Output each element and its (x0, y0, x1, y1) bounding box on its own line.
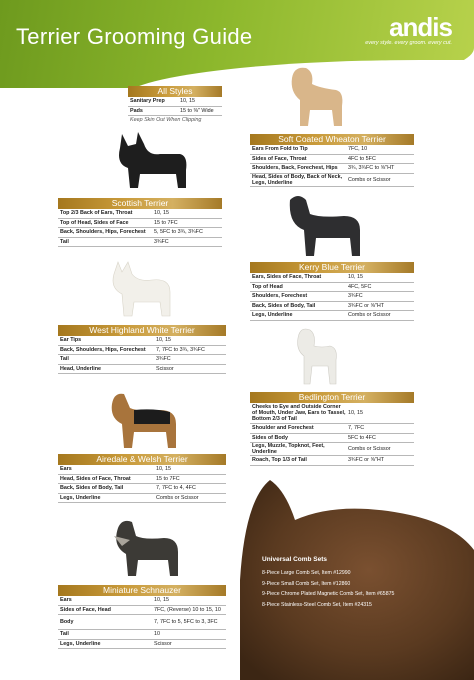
row-part: Sanitary Prep (130, 98, 165, 105)
section-title: Airedale & Welsh Terrier (58, 454, 226, 465)
row-part: Body (60, 619, 74, 625)
section-kerry (250, 262, 414, 321)
row-part: Head, Sides of Face, Throat (60, 475, 131, 482)
row-part: Ears, Sides of Face, Throat (252, 274, 322, 281)
section-title: Soft Coated Wheaton Terrier (250, 134, 414, 145)
row-part: Back, Shoulders, Hips, Forechest (60, 346, 146, 353)
row-part: Tail (60, 238, 69, 245)
dog-schnauzer-icon (108, 514, 188, 582)
comb-sets (262, 556, 394, 610)
list-item: 9-Piece Chrome Plated Magnetic Comb Set, Item #65875 (262, 591, 395, 597)
section-title: West Highland White Terrier (58, 325, 226, 336)
table-row (58, 606, 226, 616)
table-row (58, 640, 226, 650)
row-value: Scissor (154, 640, 172, 647)
row-value: 3¾FC (348, 293, 363, 300)
row-value: 7, 7FC to 5, 5FC to 3, 3FC (154, 619, 218, 625)
table-row (58, 615, 226, 630)
row-value: 10, 15 (348, 410, 363, 416)
row-value: Combs or Scissor (348, 446, 391, 452)
dog-airedale-icon (104, 386, 186, 452)
row-part: Shoulders, Back, Forechest, Hips (252, 165, 338, 172)
dog-westie-icon (108, 258, 180, 320)
table-row (58, 209, 222, 219)
list-item: 8-Piece Stainless-Steel Comb Set, Item #24315 (262, 601, 372, 608)
section-title: Scottish Terrier (58, 198, 222, 209)
table-row (250, 456, 414, 466)
row-value: 7, 7FC (348, 425, 365, 432)
row-part: Head, Underline (60, 365, 102, 372)
section-bedlington (250, 392, 414, 466)
row-value: 15 to 7FC (156, 475, 180, 482)
row-part: Top 2/3 Back of Ears, Throat (60, 210, 133, 217)
row-value: 15 to ⅜" Wide (180, 107, 214, 114)
table-row (58, 484, 226, 494)
brand-logo (365, 12, 452, 46)
table-row (128, 107, 222, 117)
row-part: Top of Head (252, 283, 283, 290)
row-value: Combs or Scissor (348, 176, 391, 183)
section-wheaton (250, 134, 414, 187)
row-value: 10, 15 (180, 98, 195, 105)
table-row (58, 238, 222, 248)
row-value: 3¾FC or ⅝"HT (348, 302, 385, 309)
row-value: 7FC, 10 (348, 146, 368, 153)
section-title: Miniature Schnauzer (58, 585, 226, 596)
dog-kerry-icon (280, 190, 370, 260)
dog-scottish-icon (112, 128, 192, 194)
note-text: Keep Skin Out When Clipping (130, 117, 202, 123)
row-value: 3¾FC (154, 238, 169, 245)
table-row (250, 174, 414, 187)
row-part: Ears From Fold to Tip (252, 146, 308, 153)
row-part: Legs, Underline (60, 640, 101, 647)
row-part: Cheeks to Eye and Outside Corner of Mouth, Under Jaw, Ears to Tassel, Bottom 2/3 of Tail (252, 404, 346, 422)
table-row (250, 292, 414, 302)
section-title: All Styles (128, 86, 222, 97)
row-value: 10, 15 (348, 274, 363, 281)
table-row (250, 302, 414, 312)
table-row (250, 273, 414, 283)
table-row (58, 465, 226, 475)
row-part: Legs, Underline (60, 494, 101, 501)
table-row (58, 596, 226, 606)
row-value: 3¾FC or ⅝"HT (348, 457, 385, 464)
row-value: 10, 15 (156, 337, 171, 344)
row-part: Top of Head, Sides of Face (60, 219, 129, 226)
table-row (250, 403, 414, 424)
row-part: Head, Sides of Body, Back of Neck, Legs, Underline (252, 173, 343, 186)
brand-tagline: every style. every groom. every cut. (365, 40, 452, 46)
row-value: Combs or Scissor (156, 494, 199, 501)
row-value: 5, 5FC to 3¾, 3¾FC (154, 229, 203, 236)
row-value: 7, 7FC to 4, 4FC (156, 485, 196, 492)
row-part: Ear Tips (60, 337, 82, 344)
row-value: 5FC to 4FC (348, 434, 376, 441)
table-row (58, 475, 226, 485)
section-schnauzer (58, 585, 226, 649)
table-row (128, 97, 222, 107)
row-part: Tail (60, 356, 69, 363)
row-part: Shoulder and Forechest (252, 425, 314, 432)
table-row (250, 443, 414, 456)
row-value: 15 to 7FC (154, 219, 178, 226)
section-scottish (58, 198, 222, 247)
table-row (250, 155, 414, 165)
table-row (58, 365, 226, 375)
row-value: 3¾FC (156, 356, 171, 363)
table-row (250, 311, 414, 321)
table-row (250, 424, 414, 434)
row-value: 10, 15 (154, 597, 169, 604)
row-value: Scissor (156, 365, 174, 372)
row-part: Sides of Face, Throat (252, 155, 307, 162)
row-part: Shoulders, Forechest (252, 293, 308, 300)
brand-name: andis (389, 12, 452, 42)
row-part: Tail (60, 631, 69, 638)
row-part: Ears (60, 466, 72, 473)
section-title: Bedlington Terrier (250, 392, 414, 403)
row-part: Sides of Face, Head (60, 606, 111, 613)
row-part: Back, Sides of Body, Tail (252, 302, 316, 309)
list-item: 8-Piece Large Comb Set, Item #12990 (262, 570, 351, 576)
section-westie (58, 325, 226, 374)
table-row (250, 145, 414, 155)
table-row (250, 164, 414, 174)
page-title: Terrier Grooming Guide (16, 24, 253, 49)
section-airedale (58, 454, 226, 503)
row-value: Combs or Scissor (348, 312, 391, 319)
row-part: Legs, Underline (252, 312, 293, 319)
section-all-styles (128, 86, 222, 125)
row-part: Back, Sides of Body, Tail (60, 485, 124, 492)
dog-bedlington-icon (294, 324, 342, 388)
row-value: 7, 7FC to 3¾, 3¾FC (156, 346, 205, 353)
row-value: 4FC, 5FC (348, 283, 372, 290)
list-item: 9-Piece Small Comb Set, Item #12860 (262, 580, 351, 587)
section-title: Kerry Blue Terrier (250, 262, 414, 273)
row-part: Ears (60, 597, 72, 604)
dog-wheaton-icon (284, 60, 350, 130)
row-value: 4FC to 5FC (348, 155, 376, 162)
row-part: Sides of Body (252, 434, 288, 441)
row-value: 10, 15 (156, 466, 171, 473)
row-part: Back, Shoulders, Hips, Forechest (60, 229, 146, 236)
row-part: Roach, Top 1/3 of Tail (252, 457, 307, 464)
comb-sets-title: Universal Comb Sets (262, 556, 328, 563)
row-value: 7FC, (Reverse) 10 to 15, 10 (154, 606, 221, 613)
table-row (58, 630, 226, 640)
row-value: 10, 15 (154, 210, 169, 217)
table-row (58, 336, 226, 346)
table-row (58, 219, 222, 229)
table-row (58, 355, 226, 365)
table-row (58, 346, 226, 356)
row-part: Pads (130, 107, 143, 114)
row-value: 10 (154, 631, 160, 638)
table-row (250, 283, 414, 293)
row-value: 3¾, 3¾FC to ⅝"HT (348, 165, 395, 172)
table-row (58, 494, 226, 504)
table-row (58, 228, 222, 238)
table-row (250, 434, 414, 444)
row-part: Legs, Muzzle, Topknot, Feet, Underline (252, 443, 325, 455)
